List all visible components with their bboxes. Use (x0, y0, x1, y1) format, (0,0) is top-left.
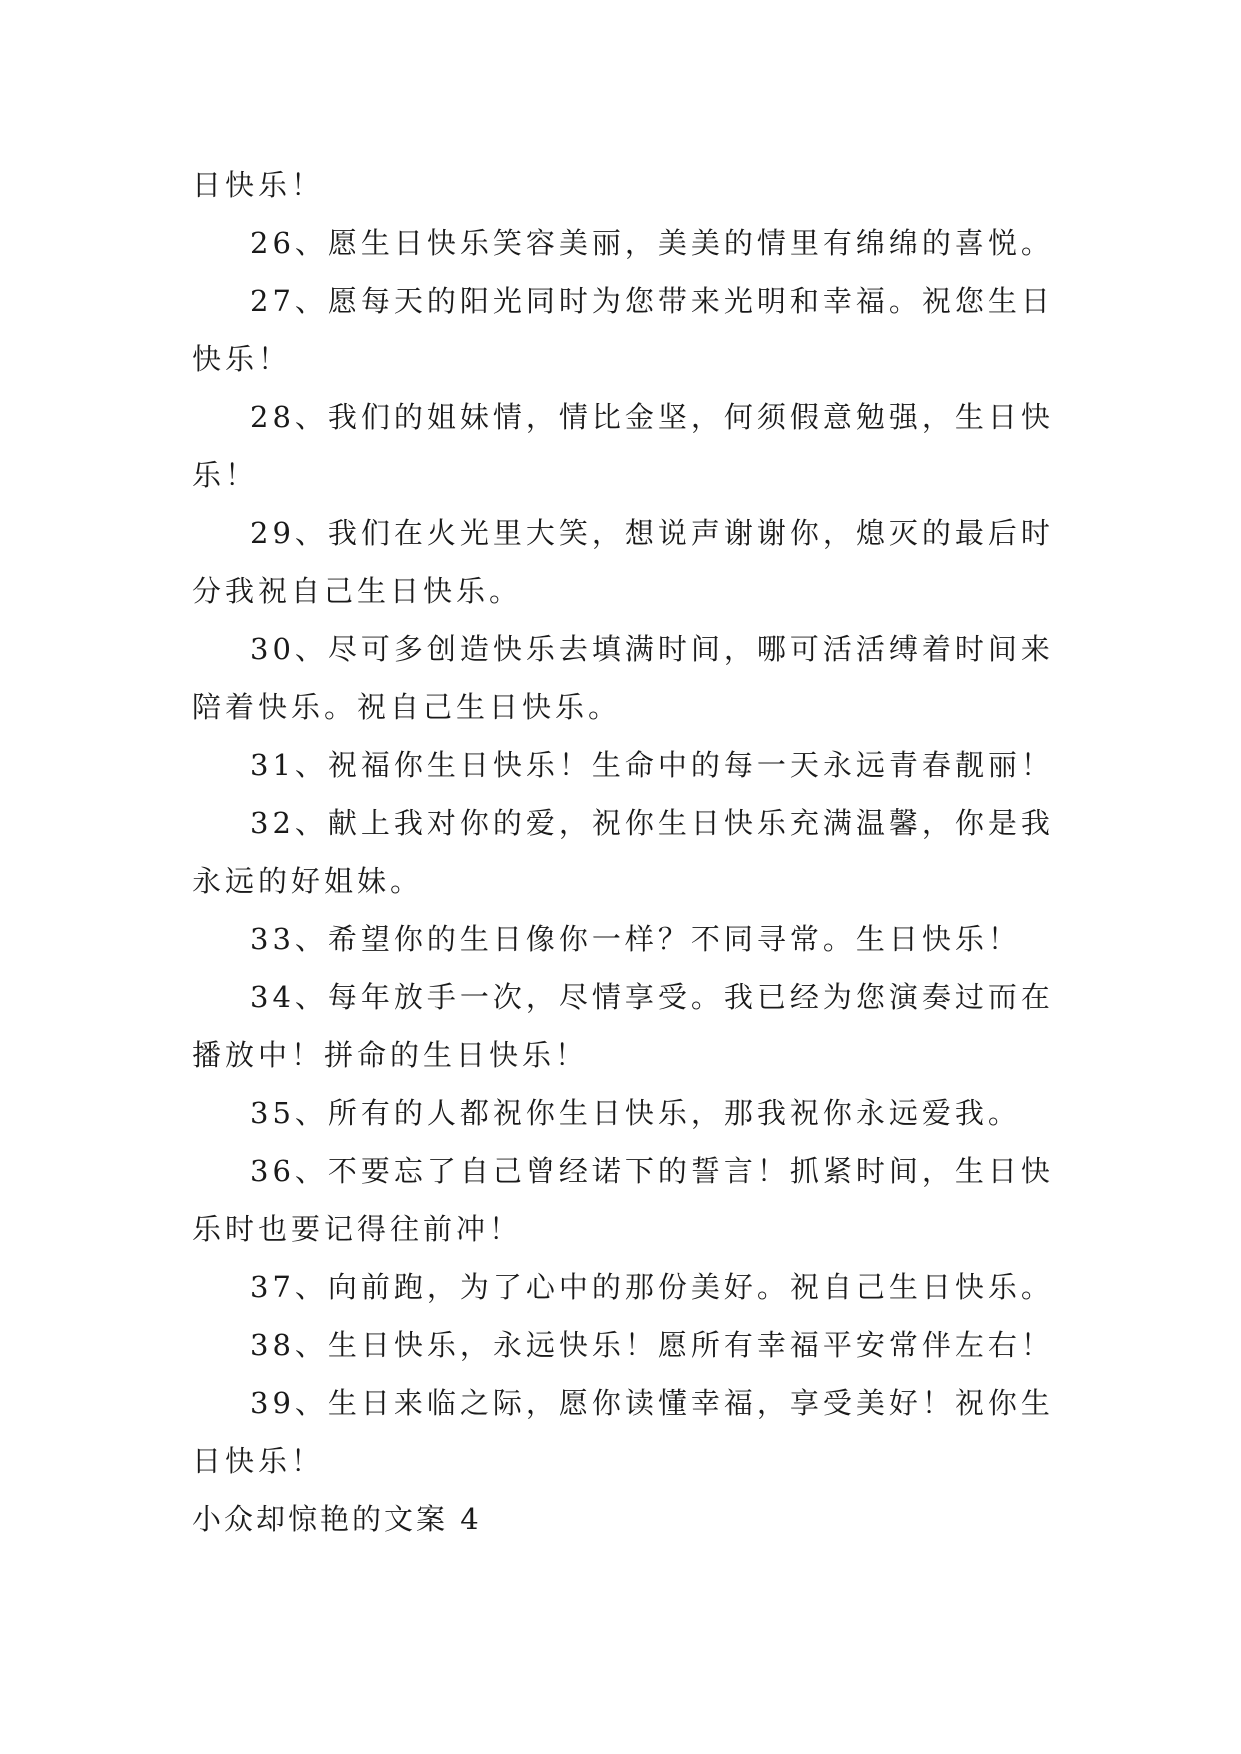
text-line-16: 播放中！拼命的生日快乐！ (192, 1038, 589, 1072)
text-line-6: 乐！ (192, 458, 259, 492)
text-line-11: 31、祝福你生日快乐！生命中的每一天永远青春靓丽！ (250, 748, 1054, 782)
text-line-10: 陪着快乐。祝自己生日快乐。 (192, 690, 622, 724)
text-line-9: 30、尽可多创造快乐去填满时间，哪可活活缚着时间来 (250, 632, 1054, 666)
text-line-5: 28、我们的姐妹情，情比金坚，何须假意勉强，生日快 (250, 400, 1054, 434)
text-line-7: 29、我们在火光里大笑，想说声谢谢你，熄灭的最后时 (250, 516, 1054, 550)
text-line-17: 35、所有的人都祝你生日快乐，那我祝你永远爱我。 (250, 1096, 1021, 1130)
document-body (192, 156, 1072, 1548)
text-line-8: 分我祝自己生日快乐。 (192, 574, 523, 608)
text-line-12: 32、献上我对你的爱，祝你生日快乐充满温馨，你是我 (250, 806, 1054, 840)
text-line-13: 永远的好姐妹。 (192, 864, 424, 898)
text-line-18: 36、不要忘了自己曾经诺下的誓言！抓紧时间，生日快 (250, 1154, 1054, 1188)
text-line-15: 34、每年放手一次，尽情享受。我已经为您演奏过而在 (250, 980, 1054, 1014)
section-heading: 小众却惊艳的文案 4 (192, 1502, 482, 1536)
text-line-3: 27、愿每天的阳光同时为您带来光明和幸福。祝您生日 (250, 284, 1054, 318)
text-line-2: 26、愿生日快乐笑容美丽，美美的情里有绵绵的喜悦。 (250, 226, 1054, 260)
text-line-4: 快乐！ (192, 342, 292, 376)
text-line-21: 38、生日快乐，永远快乐！愿所有幸福平安常伴左右！ (250, 1328, 1054, 1362)
text-line-14: 33、希望你的生日像你一样？不同寻常。生日快乐！ (250, 922, 1021, 956)
text-line-19: 乐时也要记得往前冲！ (192, 1212, 523, 1246)
text-line-1: 日快乐！ (192, 168, 325, 202)
text-line-23: 日快乐！ (192, 1444, 325, 1478)
text-line-20: 37、向前跑，为了心中的那份美好。祝自己生日快乐。 (250, 1270, 1054, 1304)
text-line-22: 39、生日来临之际，愿你读懂幸福，享受美好！祝你生 (250, 1386, 1054, 1420)
